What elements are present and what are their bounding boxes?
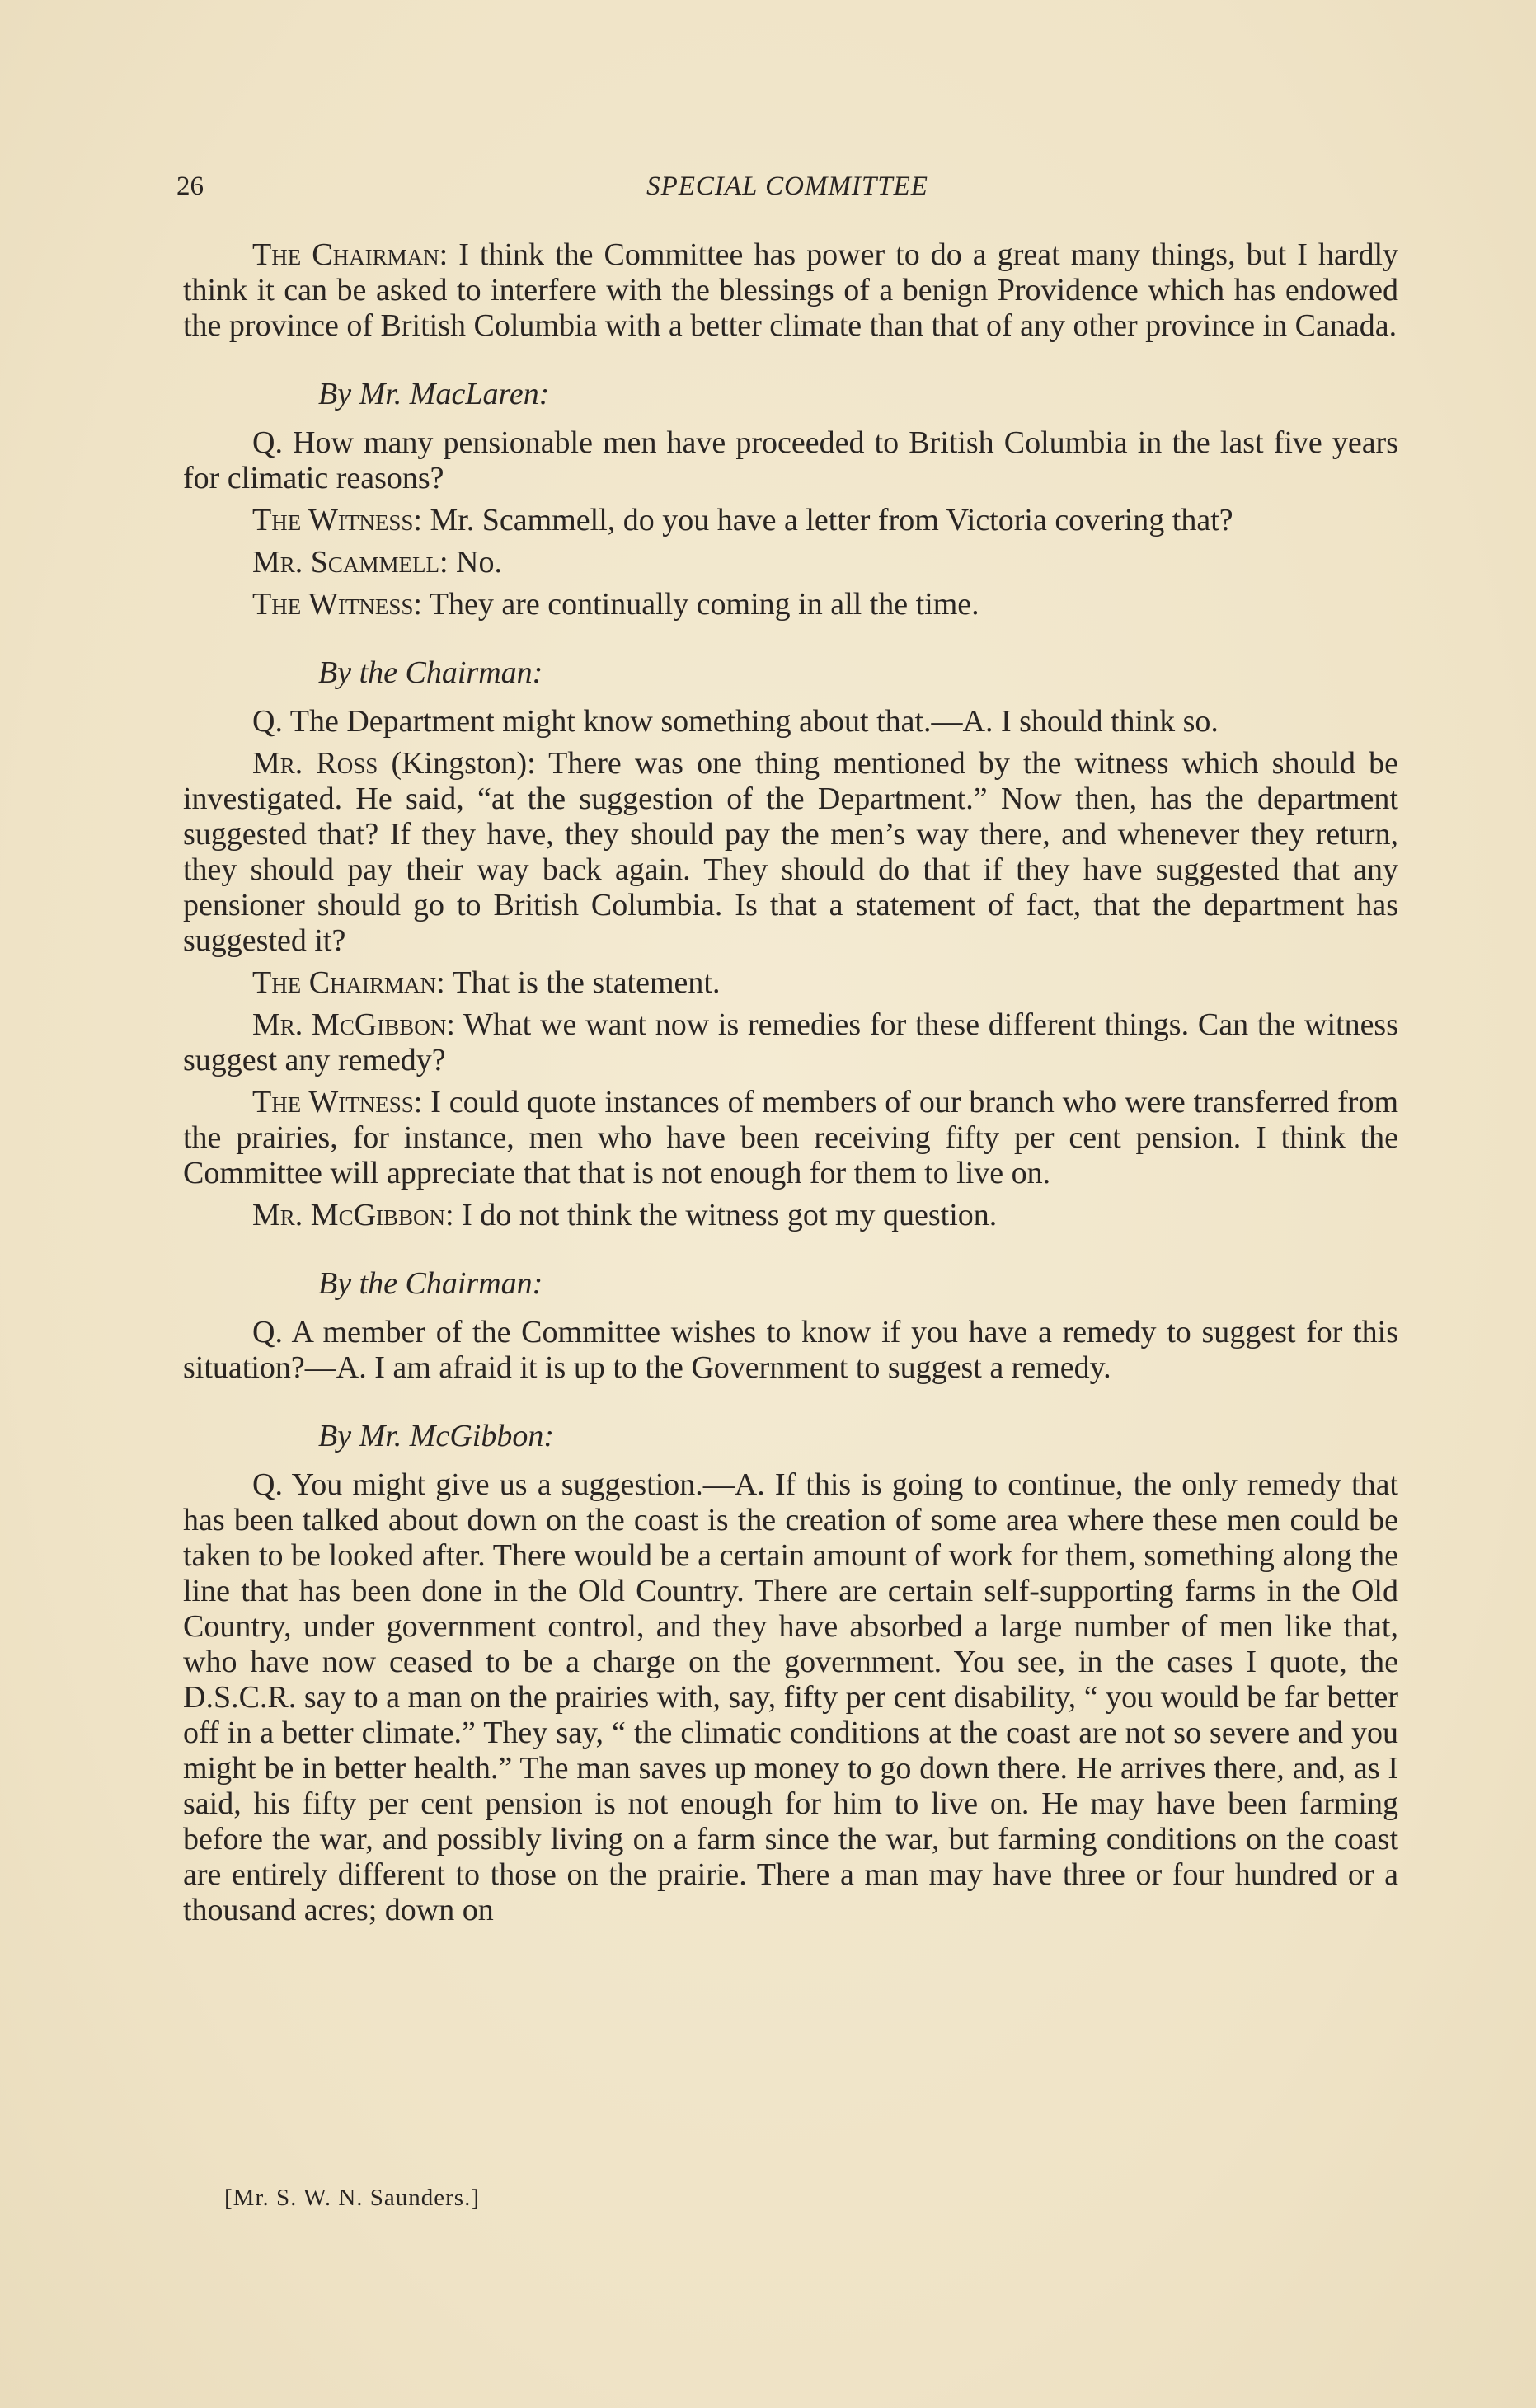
speaker-name: The Chairman <box>252 965 437 1000</box>
speaker-separator: : <box>446 1007 463 1042</box>
speaker-name: Mr. Ross <box>252 746 378 781</box>
speaker-paragraph <box>183 237 1398 344</box>
page-header <box>176 171 1398 213</box>
footer-witness-name: [Mr. S. W. N. Saunders.] <box>224 2185 480 2211</box>
speaker-separator: : <box>436 965 453 1000</box>
speaker-name: Mr. McGibbon <box>252 1198 446 1232</box>
speaker-paragraph <box>183 965 1398 1001</box>
speaker-name: The Witness <box>252 587 414 622</box>
question-paragraph <box>183 704 1398 739</box>
examiner-heading: By Mr. McGibbon: <box>318 1419 554 1453</box>
page-number: 26 <box>176 171 204 201</box>
speaker-name: Mr. Scammell <box>252 545 439 580</box>
speaker-paragraph <box>183 1007 1398 1078</box>
paragraph-text: There was one thing mentioned by the witness which should be investigated. He said, “at the suggestion of the Department.” Now then, has the department suggested that? If they have, they should pay the men’s way there, and whenever they return, they should pay their way back again. They should do that if they have suggested that any pensioner should go to British Columbia. Is that a statement of fact, that the department has suggested it? <box>183 746 1398 958</box>
paragraph-text: That is the statement. <box>452 965 721 1000</box>
paragraph-text: What we want now is remedies for these different things. Can the witness suggest any remedy? <box>183 1007 1399 1077</box>
speaker-name: The Witness <box>252 1085 414 1120</box>
speaker-paragraph <box>183 545 1398 580</box>
paragraph-text: Mr. Scammell, do you have a letter from Victoria covering that? <box>430 503 1233 537</box>
speaker-paragraph <box>183 1198 1398 1233</box>
paragraph-text: Q. The Department might know something about that.—A. I should think so. <box>252 704 1219 739</box>
speaker-separator: : <box>439 237 459 272</box>
speaker-separator: : <box>413 1085 431 1120</box>
paragraph-text: I do not think the witness got my question. <box>462 1198 998 1232</box>
question-paragraph <box>183 1467 1398 1928</box>
paragraph-text: Q. A member of the Committee wishes to know if you have a remedy to suggest for this situation?—A. I am afraid it is up to the Government to suggest a remedy. <box>183 1315 1398 1385</box>
speaker-name: Mr. McGibbon <box>252 1007 447 1042</box>
question-paragraph <box>183 425 1398 496</box>
paragraph-text: Q. How many pensionable men have proceeded to British Columbia in the last five years for climatic reasons? <box>183 425 1398 495</box>
speaker-separator: : <box>445 1198 463 1232</box>
speaker-separator: (Kingston): <box>378 746 549 781</box>
speaker-separator: : <box>439 545 456 580</box>
speaker-paragraph <box>183 503 1398 538</box>
examiner-heading: By Mr. MacLaren: <box>318 377 550 411</box>
paragraph-text: I think the Committee has power to do a great many things, but I hardly think it can be asked to interfere with the blessings of a benign Providence which has endowed the province of British Columbia with a better climate than that of any other province in Canada. <box>183 237 1398 343</box>
paragraph-text: Q. You might give us a suggestion.—A. If this is going to continue, the only remedy that has been talked about down on the coast is the creation of some area where these men could be taken to be looked after. There would be a certain amount of work for them, something along the line that has been done in the Old Country. There are certain self-supporting farms in the Old Country, under government control, and they have absorbed a large number of men like that, who have now ceased to be a charge on the government. You see, in the cases I quote, the D.S.C.R. say to a man on the prairies with, say, fifty per cent disability, “ you would be far better off in a better climate.” They say, “ the climatic conditions at the coast are not so severe and you might be in better health.” The man saves up money to go down there. He arrives there, and, as I said, his fifty per cent pension is not enough for him to live on. He may have been farming before the war, and possibly living on a farm since the war, but farming conditions on the coast are entirely different to those on the prairie. There a man may have three or four hundred or a thousand acres; down on <box>183 1467 1398 1927</box>
speaker-name: The Chairman <box>252 237 439 272</box>
examiner-heading: By the Chairman: <box>318 1266 543 1301</box>
paragraph-text: They are continually coming in all the time. <box>429 587 979 622</box>
speaker-paragraph <box>183 746 1398 959</box>
speaker-paragraph <box>183 587 1398 622</box>
question-paragraph <box>183 1315 1398 1386</box>
paragraph-text: No. <box>456 545 502 580</box>
examiner-heading: By the Chairman: <box>318 655 543 690</box>
speaker-separator: : <box>413 587 430 622</box>
transcript-body <box>183 237 1398 1935</box>
speaker-separator: : <box>413 503 430 537</box>
paragraph-text: I could quote instances of members of our branch who were transferred from the prairies, for instance, men who have been receiving fifty per cent pension. I think the Committee will appreciate that that is not enough for them to live on. <box>183 1085 1398 1190</box>
speaker-name: The Witness <box>252 503 414 537</box>
running-head: SPECIAL COMMITTEE <box>646 171 928 201</box>
speaker-paragraph <box>183 1085 1398 1191</box>
